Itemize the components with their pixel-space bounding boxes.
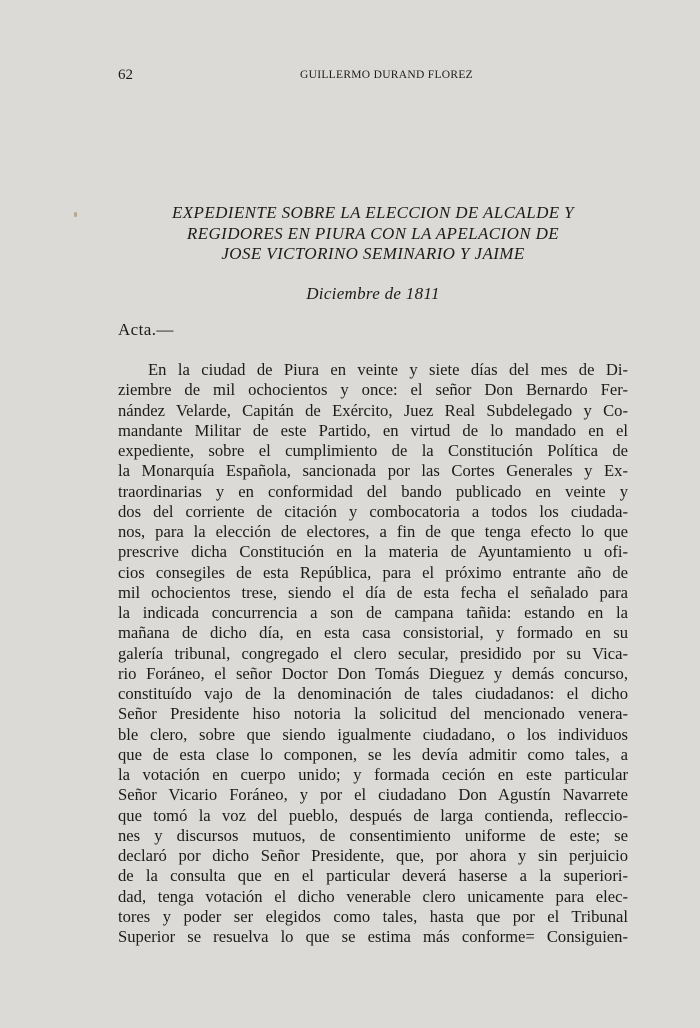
body-line: galería tribunal, congregado el clero secular, presidido por su Vica- bbox=[118, 643, 628, 663]
paper-speck bbox=[74, 212, 77, 217]
title-line: JOSE VICTORINO SEMINARIO Y JAIME bbox=[221, 244, 525, 263]
body-line: nes y discursos mutuos, de consentimiento uniforme de este; se bbox=[118, 825, 628, 845]
body-line: En la ciudad de Piura en veinte y siete días del mes de Di- bbox=[148, 360, 628, 379]
body-line: ziembre de mil ochocientos y once: el señor Don Bernardo Fer- bbox=[118, 380, 628, 400]
body-line: que de esta clase lo componen, se les devía admitir como tales, a bbox=[118, 744, 628, 764]
body-line: prescrive dicha Constitución en la materia de Ayuntamiento u ofi- bbox=[118, 542, 628, 562]
body-line: Señor Presidente hiso notoria la solicitud del mencionado venera- bbox=[118, 704, 628, 724]
body-line: expediente, sobre el cumplimiento de la Constitución Política de bbox=[118, 441, 628, 460]
body-line: mañana de dicho día, en esta casa consistorial, y formado en su bbox=[118, 623, 628, 643]
title-line: EXPEDIENTE SOBRE LA ELECCION DE ALCALDE Y bbox=[171, 203, 575, 222]
body-line: tores y poder ser elegidos como tales, hasta que por el Tribunal bbox=[118, 906, 628, 926]
body-line: Superior se resuelva lo que se estima más conforme= Consiguien- bbox=[118, 927, 628, 946]
body-line: nos, para la elección de electores, a fin de que tenga efecto lo que bbox=[118, 522, 628, 541]
body-line: nández Velarde, Capitán de Exército, Juez Real Subdelegado y Co- bbox=[118, 400, 628, 420]
body-line: que tomó la voz del pueblo, después de larga contienda, refleccio- bbox=[118, 805, 628, 825]
page-number: 62 bbox=[118, 67, 133, 83]
body-line: ble clero, sobre que siendo igualmente ciudadano, o los individuos bbox=[118, 724, 628, 744]
body-line: constituído vajo de la denominación de tales ciudadanos: el dicho bbox=[118, 684, 628, 703]
body-line: de la consulta que en el particular deverá haserse a la superiori- bbox=[118, 866, 628, 886]
running-header bbox=[118, 67, 628, 87]
header-author: GUILLERMO DURAND FLOREZ bbox=[300, 69, 474, 81]
body-paragraph bbox=[118, 360, 628, 947]
body-line: declaró por dicho Señor Presidente, que, por ahora y sin perjuicio bbox=[118, 846, 628, 865]
body-line: Señor Vicario Foráneo, y por el ciudadano Don Agustín Navarrete bbox=[118, 785, 628, 805]
body-line: traordinarias y en conformidad del bando publicado en veinte y bbox=[118, 481, 628, 501]
document-title bbox=[118, 203, 628, 265]
title-line: REGIDORES EN PIURA CON LA APELACION DE bbox=[186, 223, 560, 243]
body-line: cios consegiles de esta República, para el próximo entrante año de bbox=[118, 562, 628, 582]
body-line: dos del corriente de citación y combocatoria a todos los ciudada- bbox=[118, 501, 628, 521]
body-line: la Monarquía Española, sancionada por las Cortes Generales y Ex- bbox=[118, 461, 628, 481]
body-line: mil ochocientos trese, siendo el día de esta fecha el señalado para bbox=[118, 582, 628, 602]
section-label: Acta.— bbox=[118, 320, 174, 339]
document-date: Diciembre de 1811 bbox=[306, 284, 440, 303]
body-line: rio Foráneo, el señor Doctor Don Tomás Dieguez y demás concurso, bbox=[118, 663, 628, 683]
body-line: la votación en cuerpo unido; y formada ceción en este particular bbox=[118, 765, 628, 784]
body-line: la indicada concurrencia a son de campana tañida: estando en la bbox=[118, 603, 628, 622]
body-line: dad, tenga votación el dicho venerable clero unicamente para elec- bbox=[118, 886, 628, 906]
body-line: mandante Militar de este Partido, en virtud de lo mandado en el bbox=[118, 420, 628, 440]
